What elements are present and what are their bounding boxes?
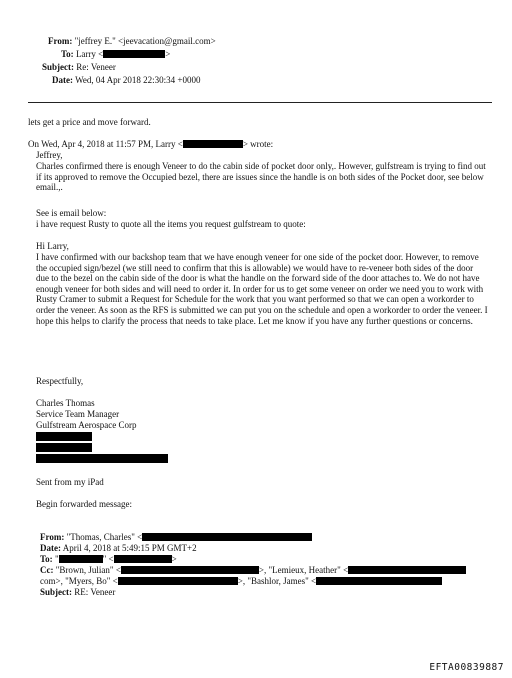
fwd-subject (40, 587, 115, 597)
fwd-cc-cont (40, 576, 442, 586)
fwd-date-label: Date: (40, 543, 61, 553)
signature-title: Service Team Manager (36, 409, 120, 419)
larry-greeting: Jeffrey, (36, 150, 63, 160)
see-line: See is email below: (36, 208, 107, 218)
header-from-value: "jeffrey E." <jeevacation@gmail.com> (74, 36, 216, 46)
header-subject-label: Subject: (42, 62, 74, 72)
redaction-bar (142, 533, 312, 541)
header-to-label: To: (61, 49, 74, 59)
sent-from: Sent from my iPad (36, 477, 104, 487)
header-to-value: Larry < (75, 49, 104, 59)
fwd-subject-value: RE: Veneer (74, 587, 116, 597)
fwd-to-label: To: (40, 554, 53, 564)
signature-company: Gulfstream Aerospace Corp (36, 420, 137, 430)
redaction-bar (36, 432, 92, 441)
larry-paragraph: Charles confirmed there is enough Veneer to do the cabin side of pocket door only,. However, gulfstream is trying to find out if its approved to remove the Occupied bezel, there are issues since the handle is on both sides of the Pocket door, see below email.,. (36, 161, 486, 193)
fwd-cc-4: >, "Bashlor, James" < (237, 576, 317, 586)
fwd-subject-label: Subject: (40, 587, 72, 597)
redaction-bar (114, 555, 172, 563)
redaction-bar (348, 566, 466, 574)
fwd-from (40, 532, 312, 542)
fwd-to (40, 554, 177, 564)
header-date-value: Wed, 04 Apr 2018 22:30:34 +0000 (75, 75, 201, 85)
header-divider (28, 102, 492, 103)
reply-line: lets get a price and move forward. (28, 117, 151, 127)
fwd-cc-1: "Brown, Julian" < (55, 565, 121, 575)
fwd-cc-3: com>, "Myers, Bo" < (40, 576, 118, 586)
header-from (48, 36, 216, 46)
redaction-bar (183, 140, 243, 148)
redaction-bar (103, 50, 165, 58)
fwd-to-mid: " < (102, 554, 114, 564)
bates-stamp: EFTA00839887 (429, 662, 504, 673)
fwd-date-value: April 4, 2018 at 5:49:15 PM GMT+2 (62, 543, 197, 553)
header-from-label: From: (48, 36, 73, 46)
quote-intro-suffix: > wrote: (242, 139, 274, 149)
header-date (52, 75, 200, 85)
fwd-to-end: > (171, 554, 177, 564)
fwd-from-value: "Thomas, Charles" < (66, 532, 143, 542)
fwd-to-value: " (54, 554, 59, 564)
redaction-bar (36, 454, 168, 463)
header-to (61, 49, 170, 59)
header-subject (42, 62, 116, 72)
quote-intro-prefix: On Wed, Apr 4, 2018 at 11:57 PM, Larry < (28, 139, 183, 149)
charles-body: I have confirmed with our backshop team that we have enough veneer for one side of the pocket door. However, to remove the occupied sign/bezel (we still need to confirm that this is allowable) we would have to re-veneer both sides of the door due to the bezel on the cabin side of the door is what the handle on the forward side of the door attaches to. We do not have enough veneer for both sides and will need to order it. In order for us to get some veneer on order we need you to work with Rusty Cramer to submit a Request for Schedule for the work that you want performed so that we can open a workorder to order the veneer. As soon as the RFS is submitted we can put you on the schedule and open a workorder to order the veneer. I hope this helps to clarify the process that needs to take place. Let me know if you have any further questions or concerns. (36, 252, 488, 326)
redaction-bar (121, 566, 259, 574)
redaction-bar (36, 443, 92, 452)
fwd-date (40, 543, 197, 553)
forward-intro: Begin forwarded message: (36, 499, 132, 509)
fwd-cc-2: >, "Lemieux, Heather" < (258, 565, 349, 575)
fwd-from-label: From: (40, 532, 65, 542)
redaction-bar (118, 577, 238, 585)
header-to-end: > (165, 49, 171, 59)
redaction-bar (59, 555, 103, 563)
redaction-bar (316, 577, 442, 585)
closing: Respectfully, (36, 376, 84, 386)
request-line: i have request Rusty to quote all the items you request gulfstream to quote: (36, 219, 306, 229)
header-subject-value: Re: Veneer (76, 62, 116, 72)
header-date-label: Date: (52, 75, 73, 85)
fwd-cc (40, 565, 466, 575)
signature-name: Charles Thomas (36, 398, 95, 408)
quote-intro (28, 139, 273, 149)
charles-greeting: Hi Larry, (36, 241, 69, 251)
fwd-cc-label: Cc: (40, 565, 54, 575)
